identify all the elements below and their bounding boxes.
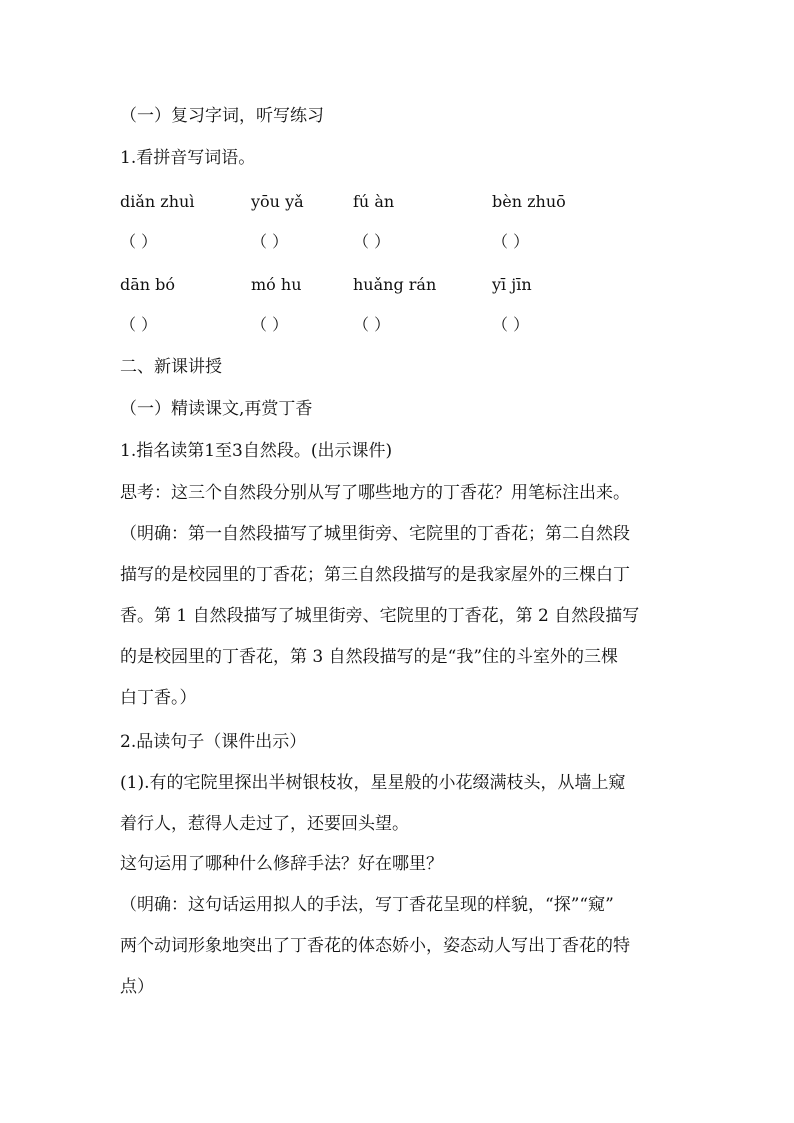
answer-blank: （ ）: [120, 315, 158, 334]
answer-rhetoric-line: （明确：这句话运用拟人的手法，写丁香花呈现的样貌，“探”“窥”: [120, 895, 614, 915]
answer-paragraph-line: 描写的是校园里的丁香花；第三自然段描写的是我家屋外的三棵白丁: [120, 565, 630, 585]
quoted-sentence-line: (1).有的宅院里探出半树银枝妆，星星般的小花缀满枝头，从墙上窥: [120, 773, 626, 793]
pinyin-row-2: [120, 273, 680, 297]
section-heading-review: （一）复习字词，听写练习: [120, 106, 324, 126]
pinyin-word: fú àn: [353, 192, 395, 211]
answer-blank: （ ）: [353, 232, 391, 251]
question-rhetoric: 这句运用了哪种什么修辞手法？好在哪里？: [120, 854, 443, 874]
answer-blank-row-2: [120, 313, 680, 337]
answer-rhetoric-line: 两个动词形象地突出了丁香花的体态娇小，姿态动人写出丁香花的特: [120, 936, 630, 956]
answer-blank: （ ）: [353, 315, 391, 334]
answer-blank: （ ）: [492, 315, 530, 334]
section-heading-new-lesson: 二、新课讲授: [120, 357, 222, 377]
quoted-sentence-line: 着行人，惹得人走过了，还要回头望。: [120, 814, 409, 834]
step-appreciate-sentences: 2.品读句子（课件出示）: [120, 732, 307, 752]
pinyin-word: diǎn zhuì: [120, 192, 195, 211]
question-think: 思考：这三个自然段分别从写了哪些地方的丁香花？用笔标注出来。: [120, 483, 630, 503]
pinyin-word: bèn zhuō: [492, 192, 566, 211]
answer-blank: （ ）: [120, 232, 158, 251]
task-title-pinyin: 1.看拼音写词语。: [120, 148, 256, 168]
answer-blank: （ ）: [492, 232, 530, 251]
answer-paragraph-line: （明确：第一自然段描写了城里街旁、宅院里的丁香花；第二自然段: [120, 524, 630, 544]
pinyin-word: yōu yǎ: [251, 192, 304, 211]
answer-rhetoric-line: 点）: [120, 977, 154, 997]
subsection-heading-intensive-reading: （一）精读课文,再赏丁香: [120, 399, 313, 419]
pinyin-row-1: [120, 190, 680, 214]
step-read-paragraphs: 1.指名读第1至3自然段。(出示课件): [120, 441, 393, 461]
answer-paragraph-line: 的是校园里的丁香花，第 3 自然段描写的是“我”住的斗室外的三棵: [120, 647, 619, 667]
answer-blank: （ ）: [251, 315, 289, 334]
pinyin-word: dān bó: [120, 275, 176, 294]
answer-blank-row-1: [120, 230, 680, 254]
pinyin-word: huǎng rán: [353, 275, 437, 294]
answer-paragraph-line: 香。第 1 自然段描写了城里街旁、宅院里的丁香花，第 2 自然段描写: [120, 606, 640, 626]
answer-paragraph-line: 白丁香。）: [120, 688, 197, 708]
pinyin-word: mó hu: [251, 275, 302, 294]
pinyin-word: yī jīn: [492, 275, 532, 294]
answer-blank: （ ）: [251, 232, 289, 251]
